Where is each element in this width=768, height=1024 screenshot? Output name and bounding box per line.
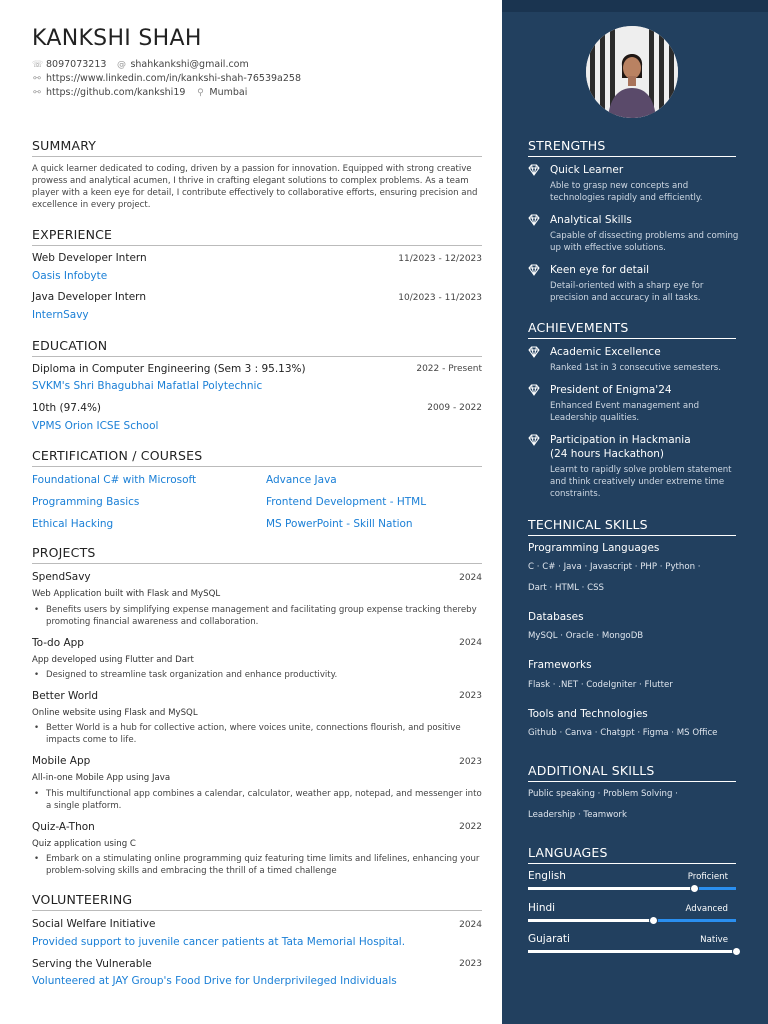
certification-item[interactable]: Ethical Hacking	[32, 518, 114, 530]
language-bar-remaining	[653, 919, 736, 922]
project-subtitle: All-in-one Mobile App using Java	[32, 773, 171, 783]
experience-org[interactable]: InternSavy	[32, 309, 89, 321]
contact-row-3	[32, 87, 247, 98]
language-bar-fill	[528, 887, 694, 890]
contact-row-2	[32, 73, 301, 84]
link-icon: ⚯	[33, 87, 41, 98]
language-bar-knob	[732, 947, 741, 956]
education-degree: Diploma in Computer Engineering (Sem 3 : 95.13%)	[32, 363, 306, 375]
certification-item[interactable]: Programming Basics	[32, 496, 140, 508]
language-name: English	[528, 870, 566, 882]
achievement-title: Participation in Hackmania (24 hours Hackathon)	[550, 434, 691, 460]
certification-item[interactable]: MS PowerPoint - Skill Nation	[266, 518, 413, 530]
skill-group-items: Dart · HTML · CSS	[528, 583, 605, 593]
phone-number[interactable]: 8097073213	[46, 59, 107, 70]
language-name: Hindi	[528, 902, 556, 914]
skill-group-name: Programming Languages	[528, 542, 660, 554]
skill-group-items: C · C# · Java · Javascript · PHP · Python ·	[528, 562, 701, 572]
education-school[interactable]: VPMS Orion ICSE School	[32, 420, 159, 432]
skill-group-name: Frameworks	[528, 659, 592, 671]
link-icon: ⚯	[33, 73, 41, 84]
summary-heading: SUMMARY	[32, 138, 482, 157]
strength-title: Analytical Skills	[550, 214, 632, 226]
contact-row-1	[32, 59, 249, 70]
education-school[interactable]: SVKM's Shri Bhagubhai Mafatlal Polytechnic	[32, 380, 263, 392]
language-bar-knob	[649, 916, 658, 925]
volunteer-year: 2024	[459, 920, 482, 930]
project-bullet: • This multifunctional app combines a calendar, calculator, weather app, notepad, and messenger into a single platform.	[32, 788, 484, 812]
achievement-description: Learnt to rapidly solve problem statement and think creatively under extreme time constraints.	[550, 465, 732, 499]
language-bar-knob	[690, 884, 699, 893]
education-heading: EDUCATION	[32, 338, 482, 357]
project-subtitle: Quiz application using C	[32, 839, 136, 849]
language-bar	[528, 887, 736, 890]
language-bar-fill	[528, 950, 736, 953]
achievement-title: President of Enigma'24	[550, 384, 672, 396]
additional-skills-heading: ADDITIONAL SKILLS	[528, 763, 736, 782]
project-year: 2023	[459, 691, 482, 701]
strength-description: Capable of dissecting problems and coming up with effective solutions.	[550, 231, 739, 253]
project-name: Mobile App	[32, 755, 91, 767]
strength-title: Keen eye for detail	[550, 264, 650, 276]
strength-description: Detail-oriented with a sharp eye for precision and accuracy in all tasks.	[550, 281, 704, 303]
language-level: Advanced	[685, 904, 728, 914]
project-name: To-do App	[32, 637, 84, 649]
location-pin-icon: ⚲	[197, 87, 204, 98]
language-bar	[528, 919, 736, 922]
education-date: 2022 - Present	[416, 364, 482, 374]
project-bullet: • Better World is a hub for collective action, where voices unite, connections flourish, and positive impacts come to life.	[32, 722, 484, 746]
project-subtitle: Web Application built with Flask and MySQL	[32, 589, 221, 599]
languages-heading: LANGUAGES	[528, 845, 736, 864]
experience-date: 11/2023 - 12/2023	[398, 254, 482, 264]
additional-skills-items: Public speaking · Problem Solving ·	[528, 789, 678, 799]
candidate-name: KANKSHI SHAH	[32, 26, 202, 51]
projects-heading: PROJECTS	[32, 545, 482, 564]
certification-item[interactable]: Frontend Development - HTML	[266, 496, 427, 508]
technical-skills-heading: TECHNICAL SKILLS	[528, 517, 736, 536]
experience-org[interactable]: Oasis Infobyte	[32, 270, 108, 282]
experience-role: Java Developer Intern	[32, 291, 146, 303]
language-level: Proficient	[687, 872, 728, 882]
achievement-title: Academic Excellence	[550, 346, 661, 358]
github-link[interactable]: https://github.com/kankshi19	[46, 87, 186, 98]
language-bar	[528, 950, 736, 953]
project-subtitle: App developed using Flutter and Dart	[32, 655, 194, 665]
language-bar-fill	[528, 919, 653, 922]
volunteer-description[interactable]: Provided support to juvenile cancer patients at Tata Memorial Hospital.	[32, 936, 406, 948]
diamond-icon	[528, 384, 540, 396]
strengths-heading: STRENGTHS	[528, 138, 736, 157]
project-year: 2023	[459, 757, 482, 767]
profile-photo	[586, 26, 678, 118]
experience-heading: EXPERIENCE	[32, 227, 482, 246]
achievements-heading: ACHIEVEMENTS	[528, 320, 736, 339]
experience-role: Web Developer Intern	[32, 252, 147, 264]
project-name: SpendSavy	[32, 571, 91, 583]
diamond-icon	[528, 164, 540, 176]
strength-title: Quick Learner	[550, 164, 624, 176]
certifications-heading: CERTIFICATION / COURSES	[32, 448, 482, 467]
skill-group-items: MySQL · Oracle · MongoDB	[528, 631, 644, 641]
certification-item[interactable]: Foundational C# with Microsoft	[32, 474, 197, 486]
project-bullet: • Benefits users by simplifying expense management and facilitating group expense tracking thereby promoting financial awareness and collaboration.	[32, 604, 484, 628]
project-bullet: • Designed to streamline task organization and enhance productivity.	[32, 669, 484, 681]
language-name: Gujarati	[528, 933, 570, 945]
project-name: Quiz-A-Thon	[32, 821, 95, 833]
volunteer-role: Social Welfare Initiative	[32, 918, 156, 930]
education-date: 2009 - 2022	[427, 403, 482, 413]
project-year: 2024	[459, 638, 482, 648]
volunteering-heading: VOLUNTEERING	[32, 892, 482, 911]
sidebar-top-bar	[502, 0, 768, 12]
location: Mumbai	[209, 87, 248, 98]
achievement-description: Enhanced Event management and Leadership qualities.	[550, 401, 700, 423]
project-subtitle: Online website using Flask and MySQL	[32, 708, 198, 718]
skill-group-name: Tools and Technologies	[528, 708, 648, 720]
summary-text: A quick learner dedicated to coding, driven by a passion for innovation. Equipped with strong creative prowess and analytical acumen, I thrive in crafting elegant solutions to complex problems. As a team player with a keen eye for detail, I contribute effectively to collaborative efforts, ensuring precision and excellence in every project.	[32, 164, 478, 210]
achievement-description: Ranked 1st in 3 consecutive semesters.	[550, 363, 721, 373]
skill-group-items: Github · Canva · Chatgpt · Figma · MS Office	[528, 728, 718, 738]
skill-group-items: Flask · .NET · CodeIgniter · Flutter	[528, 680, 673, 690]
volunteer-role: Serving the Vulnerable	[32, 958, 152, 970]
email-address[interactable]: shahkankshi@gmail.com	[130, 59, 249, 70]
language-bar-remaining	[694, 887, 736, 890]
phone-icon: ☏	[32, 59, 44, 70]
diamond-icon	[528, 214, 540, 226]
strength-description: Able to grasp new concepts and technologies rapidly and efficiently.	[550, 181, 703, 203]
project-year: 2022	[459, 822, 482, 832]
project-year: 2024	[459, 573, 482, 583]
email-icon: @	[116, 59, 126, 70]
project-bullet: • Embark on a stimulating online programming quiz featuring time limits and lifelines, enhancing your problem-solving skills and embracing the thrill of a timed challenge	[32, 853, 484, 877]
certification-item[interactable]: Advance Java	[266, 474, 337, 486]
education-degree: 10th (97.4%)	[32, 402, 102, 414]
additional-skills-items: Leadership · Teamwork	[528, 810, 627, 820]
project-name: Better World	[32, 690, 99, 702]
diamond-icon	[528, 264, 540, 276]
linkedin-link[interactable]: https://www.linkedin.com/in/kankshi-shah-76539a258	[46, 73, 302, 84]
volunteer-year: 2023	[459, 959, 482, 969]
experience-date: 10/2023 - 11/2023	[398, 293, 482, 303]
language-level: Native	[700, 935, 728, 945]
diamond-icon	[528, 434, 540, 446]
volunteer-description[interactable]: Volunteered at JAY Group's Food Drive for Underprivileged Individuals	[32, 975, 397, 987]
skill-group-name: Databases	[528, 611, 584, 623]
diamond-icon	[528, 346, 540, 358]
